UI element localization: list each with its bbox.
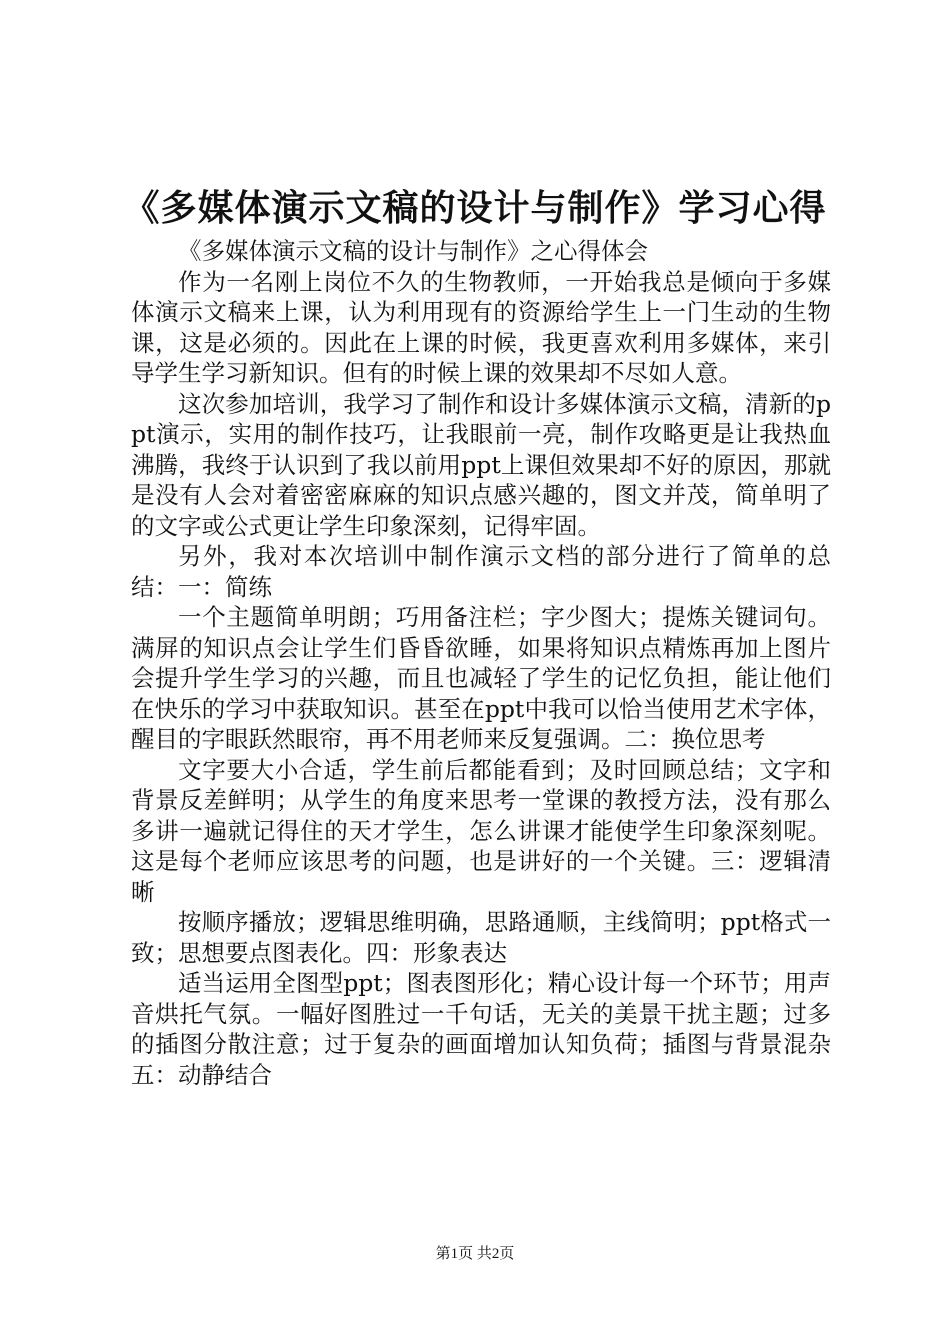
document-body [131,236,831,1090]
paragraph: 一个主题简单明朗；巧用备注栏；字少图大；提炼关键词句。满屏的知识点会让学生们昏昏欲睡，如果将知识点精炼再加上图片会提升学生学习的兴趣，而且也减轻了学生的记忆负担，能让他们在快乐的学习中获取知识。甚至在ppt中我可以恰当使用艺术字体，醒目的字眼跃然眼帘，再不用老师来反复强调。二：换位思考 [131,603,831,753]
paragraph: 作为一名刚上岗位不久的生物教师，一开始我总是倾向于多媒体演示文稿来上课，认为利用现有的资源给学生上一门生动的生物课，这是必须的。因此在上课的时候，我更喜欢利用多媒体，来引导学生学习新知识。但有的时候上课的效果却不尽如人意。 [131,267,831,387]
paragraph: 另外，我对本次培训中制作演示文档的部分进行了简单的总结：一：简练 [131,542,831,601]
paragraph: 文字要大小合适，学生前后都能看到；及时回顾总结；文字和背景反差鲜明；从学生的角度来思考一堂课的教授方法，没有那么多讲一遍就记得住的天才学生，怎么讲课才能使学生印象深刻呢。这是每个老师应该思考的问题，也是讲好的一个关键。三：逻辑清晰 [131,755,831,906]
paragraph: 这次参加培训，我学习了制作和设计多媒体演示文稿，清新的ppt演示，实用的制作技巧，让我眼前一亮，制作攻略更是让我热血沸腾，我终于认识到了我以前用ppt上课但效果却不好的原因，那就是没有人会对着密密麻麻的知识点感兴趣的，图文并茂，简单明了的文字或公式更让学生印象深刻，记得牢固。 [131,389,831,540]
document-title: 《多媒体演示文稿的设计与制作》学习心得 [123,187,827,229]
paragraph: 按顺序播放；逻辑思维明确，思路通顺，主线简明；ppt格式一致；思想要点图表化。四：形象表达 [131,908,831,967]
page-number-footer: 第1页 共2页 [435,1246,515,1262]
paragraph: 适当运用全图型ppt；图表图形化；精心设计每一个环节；用声音烘托气氛。一幅好图胜过一千句话，无关的美景干扰主题；过多的插图分散注意；过于复杂的画面增加认知负荷；插图与背景混杂五：动静结合 [131,969,831,1089]
paragraph-subtitle: 《多媒体演示文稿的设计与制作》之心得体会 [178,237,648,265]
